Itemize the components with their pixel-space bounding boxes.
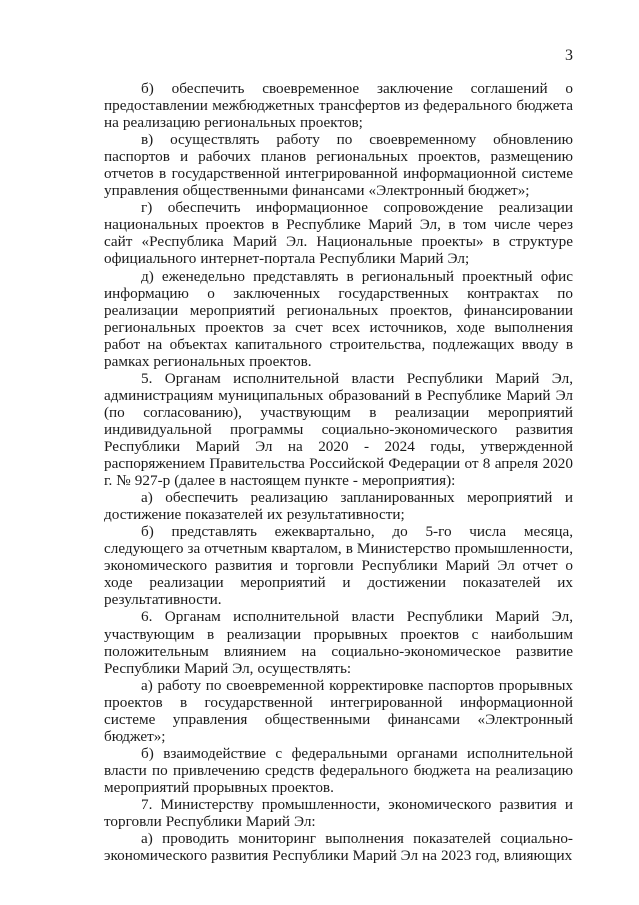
paragraph: д) еженедельно представлять в региональный проектный офис информацию о заключенных государственных контрактах по реализации мероприятий региональных проектов, финансировании региональных проектов за счет всех источников, ходе выполнения работ на объектах капитального строительства, подлежащих вводу в рамках региональных проектов. bbox=[104, 267, 573, 370]
paragraph: 5. Органам исполнительной власти Республики Марий Эл, администрациям муниципальных образований в Республике Марий Эл (по согласованию), участвующим в реализации мероприятий индивидуальной программы социально-экономического развития Республики Марий Эл на 2020 - 2024 годы, утвержденной распоряжением Правительства Российской Федерации от 8 апреля 2020 г. № 927-р (далее в настоящем пункте - мероприятия): bbox=[104, 369, 573, 490]
paragraph: 7. Министерству промышленности, экономического развития и торговли Республики Марий Эл: bbox=[104, 795, 573, 831]
paragraph: а) обеспечить реализацию запланированных мероприятий и достижение показателей их результативности; bbox=[104, 489, 573, 524]
paragraph: в) осуществлять работу по своевременному обновлению паспортов и рабочих планов региональных проектов, размещению отчетов в государственной интегрированной информационной системе управления общественными финансами «Электронный бюджет»; bbox=[104, 131, 573, 200]
paragraph: б) взаимодействие с федеральными органами исполнительной власти по привлечению средств федерального бюджета на реализацию мероприятий прорывных проектов. bbox=[104, 744, 573, 796]
paragraph: г) обеспечить информационное сопровождение реализации национальных проектов в Республике Марий Эл, в том числе через сайт «Республика Марий Эл. Национальные проекты» в структуре официального интернет-портала Республики Марий Эл; bbox=[104, 199, 573, 268]
page-number: 3 bbox=[565, 47, 573, 64]
paragraph: б) представлять ежеквартально, до 5-го числа месяца, следующего за отчетным кварталом, в Министерство промышленности, экономического развития и торговли Республики Марий Эл отчет о ходе реализации мероприятий и достижении показателей их результативности. bbox=[104, 523, 573, 609]
paragraph: а) проводить мониторинг выполнения показателей социально-экономического развития Республики Марий Эл на 2023 год, влияющих bbox=[104, 830, 573, 865]
paragraph: б) обеспечить своевременное заключение соглашений о предоставлении межбюджетных трансфертов из федерального бюджета на реализацию региональных проектов; bbox=[104, 80, 573, 132]
document-body bbox=[104, 80, 573, 864]
paragraph: 6. Органам исполнительной власти Республики Марий Эл, участвующим в реализации прорывных проектов с наибольшим положительным влиянием на социально-экономическое развитие Республики Марий Эл, осуществлять: bbox=[104, 608, 573, 677]
paragraph: а) работу по своевременной корректировке паспортов прорывных проектов в государственной интегрированной информационной системе управления общественными финансами «Электронный бюджет»; bbox=[104, 676, 573, 745]
